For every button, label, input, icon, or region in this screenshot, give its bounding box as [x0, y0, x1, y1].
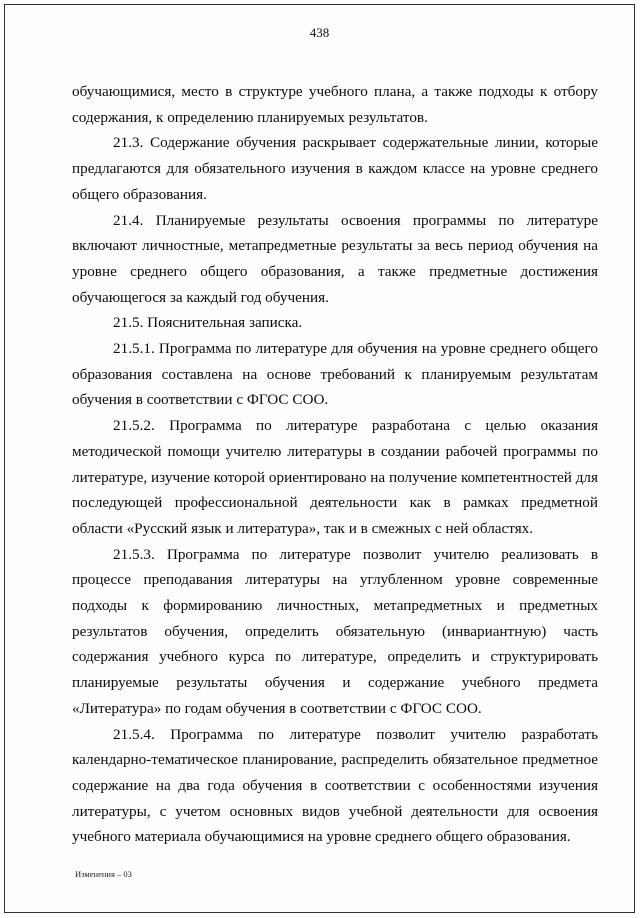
- paragraph-21-5-2: 21.5.2. Программа по литературе разработана с целью оказания методической помощи учителю литературы в создании рабочей программы по литературе, изучение которой ориентировано на получение компетентностей для последующей профессиональной деятельности как в рамках предметной области «Русский язык и литература», так и в смежных с ней областях.: [72, 417, 598, 537]
- paragraph-21-4: 21.4. Планируемые результаты освоения программы по литературе включают личностные, метапредметные результаты за весь период обучения на уровне среднего общего образования, а также предметные достижения обучающегося за каждый год обучения.: [72, 211, 598, 306]
- document-body: [72, 79, 598, 850]
- paragraph-21-3: 21.3. Содержание обучения раскрывает содержательные линии, которые предлагаются для обязательного изучения в каждом классе на уровне среднего общего образования.: [72, 134, 598, 203]
- footer-revision-note: Изменения – 03: [75, 869, 132, 879]
- page-number: 438: [309, 25, 330, 40]
- paragraph-continuation: обучающимися, место в структуре учебного плана, а также подходы к отбору содержания, к определению планируемых результатов.: [72, 83, 598, 126]
- document-page: [4, 4, 635, 913]
- paragraph-21-5-4: 21.5.4. Программа по литературе позволит учителю разработать календарно-тематическое планирование, распределить обязательное предметное содержание на два года обучения в соответствии с особенностями изучения литературы, с учетом основных видов учебной деятельности для освоения учебного материала обучающимися на уровне среднего общего образования.: [72, 725, 598, 846]
- paragraph-21-5-1: 21.5.1. Программа по литературе для обучения на уровне среднего общего образования составлена на основе требований к планируемым результатам обучения в соответствии с ФГОС СОО.: [72, 340, 598, 409]
- paragraph-21-5-3: 21.5.3. Программа по литературе позволит учителю реализовать в процессе преподавания литературы на углубленном уровне современные подходы к формированию личностных, метапредметных и предметных результатов обучения, определить обязательную (инвариантную) часть содержания учебного курса по литературе, определить и структурировать планируемые результаты обучения и содержание учебного предмета «Литература» по годам обучения в соответствии с ФГОС СОО.: [72, 545, 598, 717]
- paragraph-21-5-heading: 21.5. Пояснительная записка.: [113, 314, 303, 332]
